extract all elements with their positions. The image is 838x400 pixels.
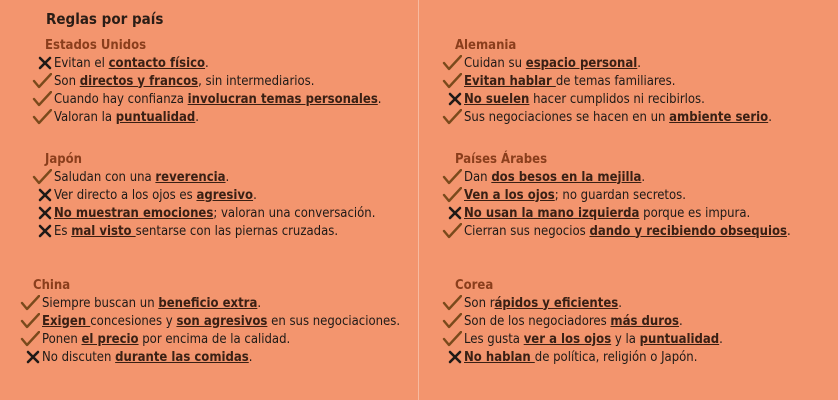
emphasis-text: puntualidad [639, 331, 720, 347]
list-item [440, 90, 838, 108]
list-item [440, 312, 838, 330]
list-item [440, 168, 838, 186]
plain-text: Evitan el [54, 55, 109, 71]
item-text [464, 206, 750, 221]
list-item [440, 108, 838, 126]
plain-text: . [679, 313, 683, 329]
plain-text: , sin intermediarios. [198, 73, 315, 89]
section-title: Estados Unidos [45, 38, 147, 53]
plain-text: Dan [464, 169, 492, 185]
list-item [440, 222, 838, 240]
emphasis-text: No usan la mano izquierda [464, 205, 640, 221]
emphasis-text: durante las comidas [115, 349, 249, 365]
item-text [464, 170, 645, 185]
plain-text: No discuten [42, 349, 116, 365]
emphasis-text: contacto físico [108, 55, 206, 71]
plain-text: Es [54, 223, 72, 239]
plain-text: hacer cumplidos ni recibirlos. [529, 91, 705, 107]
item-text [42, 350, 252, 365]
list-item [30, 222, 430, 240]
list-item [440, 294, 838, 312]
checkmark-icon [30, 169, 54, 185]
section-china [18, 278, 418, 366]
emphasis-text: mal visto [71, 223, 136, 239]
plain-text: ; no guardan secretos. [554, 187, 686, 203]
plain-text: . [787, 223, 791, 239]
checkmark-icon [18, 313, 42, 329]
plain-text: de política, religión o Japón. [534, 349, 698, 365]
plain-text: Cuando hay confianza [54, 91, 188, 107]
plain-text: ; valoran una conversación. [213, 205, 376, 221]
list-item [18, 348, 418, 366]
list-item [18, 294, 418, 312]
list-item [440, 348, 838, 366]
plain-text: . [248, 349, 253, 365]
item-text [464, 314, 683, 329]
plain-text: de temas familiares. [555, 73, 676, 89]
emphasis-text: No suelen [464, 91, 530, 107]
list-item [30, 72, 430, 90]
list-item [30, 54, 430, 72]
plain-text: Son r [464, 295, 495, 311]
checkmark-icon [440, 109, 464, 125]
cross-icon [440, 92, 464, 106]
plain-text: . [637, 55, 642, 71]
plain-text: Cuidan su [464, 55, 526, 71]
cross-icon [440, 350, 464, 364]
checkmark-icon [440, 295, 464, 311]
section-corea [440, 278, 838, 366]
section-paises-arabes [440, 152, 838, 240]
item-text [54, 110, 199, 125]
section-title: Alemania [455, 38, 517, 53]
plain-text: Les gusta [464, 331, 524, 347]
plain-text: porque es impura. [639, 205, 751, 221]
emphasis-text: ápidos y eficientes [494, 295, 619, 311]
checkmark-icon [440, 55, 464, 71]
list-item [440, 204, 838, 222]
item-text [464, 224, 791, 239]
item-text [42, 332, 290, 347]
list-item [30, 108, 430, 126]
section-japon [30, 152, 430, 240]
item-text [42, 296, 261, 311]
item-text [464, 74, 675, 89]
plain-text: . [225, 169, 230, 185]
checkmark-icon [18, 331, 42, 347]
list-item [30, 186, 430, 204]
item-text [464, 296, 622, 311]
emphasis-text: Exigen [42, 313, 91, 329]
checkmark-icon [440, 313, 464, 329]
checkmark-icon [440, 187, 464, 203]
plain-text: . [205, 55, 209, 71]
emphasis-text: agresivo [196, 187, 254, 203]
checkmark-icon [18, 295, 42, 311]
item-text [42, 314, 400, 329]
cross-icon [30, 56, 54, 70]
plain-text: sentarse con las piernas cruzadas. [135, 223, 339, 239]
item-text [464, 350, 697, 365]
list-item [440, 72, 838, 90]
item-text [54, 224, 338, 239]
plain-text: y la [611, 331, 640, 347]
plain-text: concesiones y [90, 313, 177, 329]
plain-text: . [377, 91, 382, 107]
plain-text: Ver directo a los ojos es [54, 187, 197, 203]
emphasis-text: ver a los ojos [523, 331, 612, 347]
list-item [30, 90, 430, 108]
item-text [54, 92, 382, 107]
item-text [464, 92, 705, 107]
list-item [30, 168, 430, 186]
emphasis-text: el precio [81, 331, 139, 347]
section-title: Japón [45, 152, 82, 167]
emphasis-text: más duros [610, 313, 679, 329]
item-text [464, 56, 641, 71]
emphasis-text: dos besos en la mejilla [491, 169, 642, 185]
plain-text: . [719, 331, 723, 347]
cross-icon [440, 206, 464, 220]
cross-icon [30, 224, 54, 238]
emphasis-text: beneficio extra [158, 295, 258, 311]
item-text [54, 188, 257, 203]
list-item [30, 204, 430, 222]
item-text [54, 74, 314, 89]
emphasis-text: son agresivos [176, 313, 268, 329]
emphasis-text: directos y francos [79, 73, 199, 89]
plain-text: . [195, 109, 200, 125]
plain-text: . [257, 295, 262, 311]
section-title: China [33, 278, 71, 293]
emphasis-text: espacio personal [525, 55, 638, 71]
plain-text: . [618, 295, 622, 311]
plain-text: Ponen [42, 331, 82, 347]
emphasis-text: No muestran emociones [54, 205, 214, 221]
list-item [18, 312, 418, 330]
cross-icon [30, 188, 54, 202]
plain-text: en sus negociaciones. [267, 313, 401, 329]
checkmark-icon [440, 73, 464, 89]
emphasis-text: Ven a los ojos [464, 187, 555, 203]
plain-text: por encima de la calidad. [138, 331, 291, 347]
section-title: Países Árabes [455, 152, 548, 167]
cross-icon [18, 350, 42, 364]
emphasis-text: reverencia [155, 169, 226, 185]
item-text [464, 110, 772, 125]
plain-text: Sus negociaciones se hacen en un [464, 109, 670, 125]
list-item [440, 186, 838, 204]
item-text [464, 188, 686, 203]
plain-text: Son [54, 73, 80, 89]
checkmark-icon [440, 331, 464, 347]
item-text [54, 56, 209, 71]
plain-text: Son de los negociadores [464, 313, 611, 329]
checkmark-icon [30, 73, 54, 89]
list-item [440, 54, 838, 72]
plain-text: Siempre buscan un [42, 295, 159, 311]
emphasis-text: No hablan [464, 349, 535, 365]
plain-text: . [641, 169, 646, 185]
emphasis-text: Evitan hablar [464, 73, 556, 89]
emphasis-text: involucran temas personales [187, 91, 378, 107]
item-text [54, 206, 375, 221]
cross-icon [30, 206, 54, 220]
plain-text: . [253, 187, 257, 203]
emphasis-text: dando y recibiendo obsequios [589, 223, 787, 239]
plain-text: Valoran la [54, 109, 116, 125]
section-estados-unidos [30, 38, 430, 126]
plain-text: . [768, 109, 772, 125]
plain-text: Cierran sus negocios [464, 223, 590, 239]
page-title: Reglas por país [46, 10, 164, 28]
checkmark-icon [30, 109, 54, 125]
item-text [464, 332, 723, 347]
item-text [54, 170, 229, 185]
checkmark-icon [440, 223, 464, 239]
emphasis-text: puntualidad [115, 109, 196, 125]
section-title: Corea [455, 278, 494, 293]
plain-text: Saludan con una [54, 169, 156, 185]
section-alemania [440, 38, 838, 126]
checkmark-icon [30, 91, 54, 107]
list-item [18, 330, 418, 348]
list-item [440, 330, 838, 348]
checkmark-icon [440, 169, 464, 185]
emphasis-text: ambiente serio [669, 109, 769, 125]
